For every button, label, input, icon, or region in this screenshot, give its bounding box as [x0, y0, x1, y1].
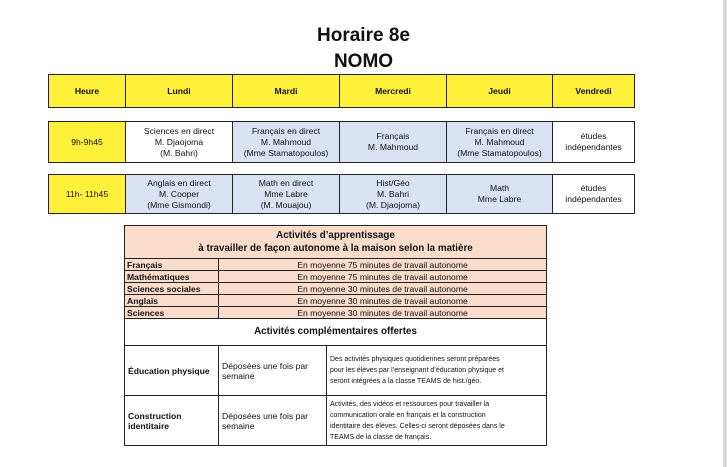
cell-line: (Mme Stamatopoulos)	[457, 147, 542, 158]
frequency-line: Déposées une fois par	[222, 410, 308, 421]
class-cell	[126, 122, 233, 163]
activities-title	[125, 226, 547, 259]
class-cell	[447, 175, 553, 214]
schedule-row	[48, 121, 635, 163]
class-cell	[233, 122, 340, 163]
page-title: Horaire 8e	[317, 25, 410, 46]
col-header-mardi: Mardi	[233, 75, 340, 108]
cell-line: Français en direct	[465, 125, 534, 136]
cell-line: M. Mahmoud	[260, 136, 312, 147]
label-line: Construction	[128, 410, 182, 421]
class-cell	[233, 175, 340, 214]
cell-line: (M. Djaojoma)	[366, 199, 420, 210]
time-cell: 9h-9h45	[49, 122, 126, 163]
complementary-frequency	[219, 396, 327, 446]
cell-line: indépendantes	[565, 142, 622, 152]
cell-line: Français en direct	[251, 125, 321, 136]
cell-line: études	[580, 183, 607, 193]
cell-line: indépendantes	[565, 194, 622, 204]
col-header-vendredi: Vendredi	[553, 75, 635, 108]
description-line: pour les élèves par l’enseignant d’éducation physique et	[330, 367, 504, 374]
cell-line: M. Mahmoud	[367, 142, 419, 152]
cell-line: (M. Bahri)	[160, 147, 198, 158]
cell-line: (M. Mouajou)	[260, 199, 312, 210]
complementary-description	[327, 396, 547, 446]
schedule-header	[48, 74, 635, 108]
label-line: identitaire	[128, 420, 170, 431]
subject-time: En moyenne 30 minutes de travail autonome	[219, 295, 547, 307]
frequency-line: Déposées une fois par	[222, 360, 308, 371]
complementary-label: Éducation physique	[125, 346, 219, 396]
subject-name: Sciences sociales	[125, 283, 219, 295]
description-line: Activités, des vidéos et ressources pour travailler la	[330, 400, 490, 408]
subject-time: En moyenne 30 minutes de travail autonome	[219, 307, 547, 319]
activities-title-line: à travailler de façon autonome à la maison selon la matière	[198, 243, 473, 254]
activities-table	[124, 225, 547, 446]
subject-name: Sciences	[125, 307, 219, 319]
class-cell	[340, 175, 447, 214]
cell-line: Français	[376, 131, 410, 141]
description-line: identitaire des élèves. Celles-ci seront déposées dans le	[330, 422, 505, 430]
cell-line: (Mme Gismondi)	[147, 199, 211, 210]
cell-line: Math en direct	[258, 177, 314, 188]
time-cell: 11h- 11h45	[49, 175, 126, 214]
col-header-mercredi: Mercredi	[340, 75, 447, 108]
complementary-frequency	[219, 346, 327, 396]
cell-line: Mme Labre	[477, 194, 522, 204]
class-cell	[447, 122, 553, 163]
col-header-heure: Heure	[49, 75, 126, 108]
subject-name: Mathématiques	[125, 271, 219, 283]
activities-title-line: Activités d’apprentissage	[276, 230, 395, 241]
cell-line: M. Mahmoud	[474, 136, 525, 147]
cell-line: M. Cooper	[158, 188, 200, 199]
description-line: Des activités physiques quotidiennes seront préparées	[330, 356, 500, 363]
col-header-lundi: Lundi	[126, 75, 233, 108]
cell-line: (Mme Stamatopoulos)	[243, 147, 329, 158]
class-cell	[553, 122, 635, 163]
subject-time: En moyenne 75 minutes de travail autonome	[219, 259, 547, 271]
cell-line: M. Djaojoma	[154, 136, 204, 147]
cell-line: Mme Labre	[264, 188, 308, 199]
description-line: seront intégrées à la classe TEAMS de hist./géo.	[330, 378, 482, 385]
schedule-row	[48, 174, 635, 214]
subject-name: Anglais	[125, 295, 219, 307]
complementary-label	[125, 396, 219, 446]
cell-line: Sciences en direct	[143, 125, 215, 136]
frequency-line: semaine	[222, 370, 255, 381]
subject-time: En moyenne 75 minutes de travail autonome	[219, 271, 547, 283]
class-cell	[553, 175, 635, 214]
class-cell	[340, 122, 447, 163]
subject-name: Français	[125, 259, 219, 271]
col-header-jeudi: Jeudi	[447, 75, 553, 108]
cell-line: Anglais en direct	[147, 177, 211, 188]
cell-line: études	[580, 131, 607, 141]
cell-line: Math	[489, 183, 510, 193]
cell-line: Hist/Géo	[376, 177, 410, 188]
subject-time: En moyenne 30 minutes de travail autonome	[219, 283, 547, 295]
complementary-description	[327, 346, 547, 396]
frequency-line: semaine	[222, 420, 255, 431]
description-line: TEAMS de la classe de français.	[330, 433, 432, 441]
description-line: communication orale en français et la construction	[330, 411, 486, 419]
class-cell	[126, 175, 233, 214]
page-subtitle: NOMO	[333, 51, 394, 72]
complementary-title: Activités complémentaires offertes	[125, 319, 547, 346]
cell-line: M. Bahri	[377, 188, 409, 199]
